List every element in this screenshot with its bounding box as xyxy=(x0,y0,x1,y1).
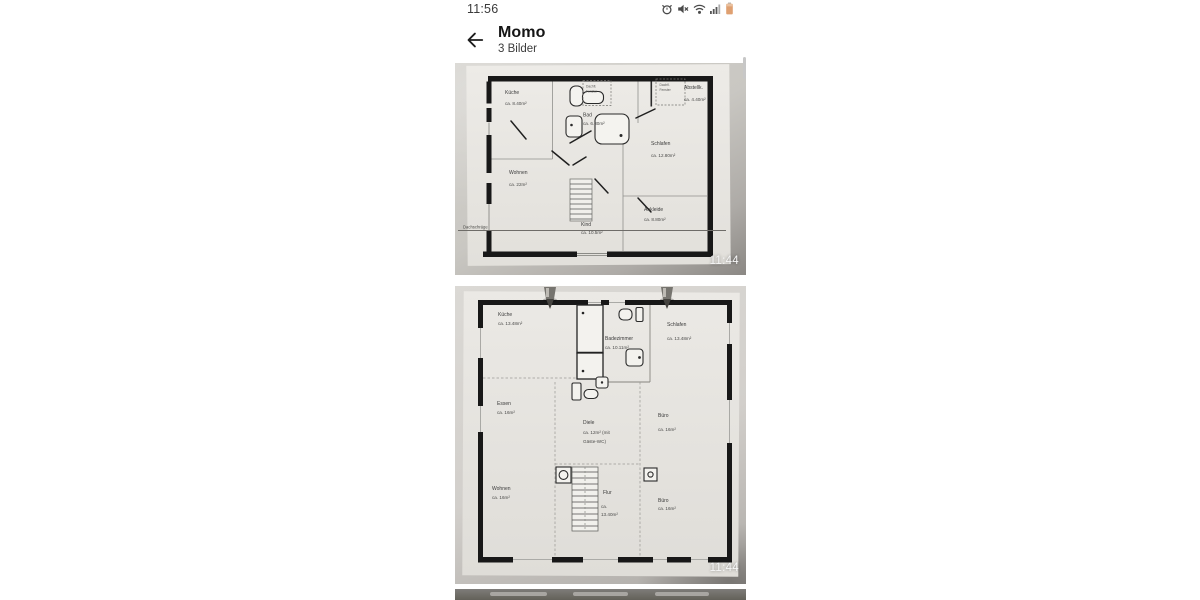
back-button[interactable] xyxy=(461,27,487,53)
room-label-kueche: Küche xyxy=(505,90,520,96)
room-label-essen: Essen xyxy=(497,401,511,407)
battery-icon xyxy=(725,2,734,15)
roof-window-label: Dachfl. xyxy=(586,84,597,89)
room-area-kueche: ca. 13.48m² xyxy=(498,321,523,326)
room-area-badezimmer: ca. 10.11m² xyxy=(605,345,629,350)
phone-screen xyxy=(455,0,746,600)
room-area-essen: ca. 16m² xyxy=(497,410,515,415)
floorplan-photo-1[interactable] xyxy=(455,63,746,275)
roof-window-label: Dachfl. xyxy=(659,83,670,87)
roof-window-label: Fenster xyxy=(586,89,598,94)
room-area-kind: ca. 10.5m² xyxy=(581,230,603,235)
room-area-ankleide: ca. 8.80m² xyxy=(644,217,666,222)
room-area-wohnen: ca. 22m² xyxy=(509,182,527,187)
photo-3-partial[interactable] xyxy=(455,589,746,600)
room-label-wohnen: Wohnen xyxy=(492,486,511,492)
room-label-schlafen: Schlafen xyxy=(667,322,687,328)
roof-window-label: Fenster xyxy=(659,88,671,92)
room-label-wohnen: Wohnen xyxy=(509,170,528,176)
room-area-kueche: ca. 8.40m² xyxy=(505,101,527,106)
status-bar xyxy=(455,0,746,17)
photo-timestamp: 11:44 xyxy=(709,255,739,267)
page-subtitle: 3 Bilder xyxy=(498,42,537,55)
room-area-bad: ca. 6.30m² xyxy=(583,121,605,126)
room-label-abstellk: Abstellk. xyxy=(684,85,703,91)
room-area-flur-2: 13.40m² xyxy=(601,512,618,517)
room-label-buero-2: Büro xyxy=(658,498,669,504)
room-label-badezimmer: Badezimmer xyxy=(605,336,634,342)
chat-header xyxy=(455,21,746,59)
floorplan-2-drawing xyxy=(455,286,746,584)
room-area-wohnen: ca. 16m² xyxy=(492,495,510,500)
floorplan-1-drawing xyxy=(455,63,746,275)
room-area-diele: ca. 12m² (mit xyxy=(583,430,610,435)
photo3-highlight-dash xyxy=(490,592,547,596)
scrollbar-thumb[interactable] xyxy=(743,57,746,79)
photo-timestamp: 11:44 xyxy=(709,562,739,574)
room-label-bad: Bad xyxy=(583,112,592,119)
plan2-stairs xyxy=(572,467,598,531)
room-label-ankleide: Ankleide xyxy=(644,207,664,213)
photo3-highlight-dash xyxy=(573,592,628,596)
room-label-buero-1: Büro xyxy=(658,413,669,419)
plan2-stair-shaft xyxy=(577,305,603,379)
page-title: Momo xyxy=(498,23,546,41)
room-area-buero-1: ca. 16m² xyxy=(658,427,676,432)
alarm-icon xyxy=(661,3,673,15)
room-label-flur: Flur xyxy=(603,490,612,496)
back-arrow-icon xyxy=(463,29,485,51)
room-area-schlafen: ca. 13.48m² xyxy=(667,336,692,341)
header-titles xyxy=(498,25,546,56)
photo3-highlight-dash xyxy=(655,592,709,596)
room-label-kueche: Küche xyxy=(498,312,513,318)
status-clock: 11:56 xyxy=(467,1,499,16)
roof-slope-label: Dachschräge xyxy=(463,224,488,230)
room-area-abstellk: ca. 4.40m² xyxy=(684,97,706,102)
status-icons xyxy=(661,2,734,15)
signal-strength-icon xyxy=(710,3,721,15)
floorplan-photo-2[interactable] xyxy=(455,286,746,584)
plan1-stairs xyxy=(570,179,592,221)
room-area-buero-2: ca. 16m² xyxy=(658,506,676,511)
room-label-schlafen: Schlafen xyxy=(651,141,671,147)
sound-muted-icon xyxy=(677,3,689,15)
room-area-flur: ca. xyxy=(601,504,608,509)
room-area-diele-2: Gäste-WC) xyxy=(583,439,606,444)
room-label-kind: Kind xyxy=(581,222,592,228)
room-label-diele: Diele xyxy=(583,420,595,426)
wifi-icon xyxy=(693,3,706,15)
room-area-schlafen: ca. 12.80m² xyxy=(651,153,676,158)
